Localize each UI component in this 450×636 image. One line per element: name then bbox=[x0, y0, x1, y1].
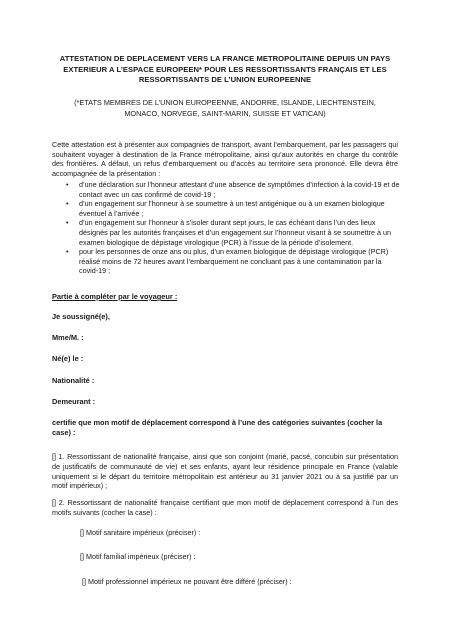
motif-familial-checkbox[interactable]: [] Motif familial impérieux (préciser) : bbox=[80, 552, 196, 561]
list-item-text: d’une déclaration sur l’honneur attestant d’une absence de symptômes d’infection à la covid-19 et de contact avec un cas confirmé de covid-19 ; bbox=[79, 180, 400, 199]
bullet-icon: • bbox=[66, 180, 69, 189]
list-item bbox=[66, 218, 402, 247]
option-2-checkbox-text[interactable]: [] 2. Ressortissant de nationalité française certifiant que mon motif de déplacement correspond à l’un des motifs suivants (cocher la case) : bbox=[52, 498, 398, 517]
list-item bbox=[66, 199, 402, 218]
bullet-icon: • bbox=[66, 199, 69, 209]
address-label: Demeurant : bbox=[52, 397, 96, 406]
motif-professionnel-checkbox[interactable]: [] Motif professionnel impérieux ne pouvant être différé (préciser) : bbox=[82, 577, 292, 586]
document-subtitle: (*ETATS MEMBRES DE L’UNION EUROPEENNE, ANDORRE, ISLANDE, LIECHTENSTEIN, MONACO, NORVEGE, SAINT-MARIN, SUISSE ET VATICAN) bbox=[74, 98, 376, 118]
motif-sanitaire-checkbox[interactable]: [] Motif sanitaire impérieux (préciser) : bbox=[80, 528, 201, 537]
document-title: ATTESTATION DE DEPLACEMENT VERS LA FRANCE METROPOLITAINE DEPUIS UN PAYS EXTERIEUR A L’ESPACE EUROPEEN* POUR LES RESSORTISSANTS FRANÇAIS ET LES RESSORTISSANTS DE L’UNION EUROPEENNE bbox=[59, 54, 391, 85]
soussigne-label: Je soussigné(e), bbox=[52, 312, 110, 321]
option-1-checkbox-text[interactable]: [] 1. Ressortissant de nationalité française, ainsi que son conjoint (marié, pacsé, concubin sur présentation de justificatifs de communauté de vie) et ses enfants, ayant leur résidence principale en France (valable uniquement si le départ du territoire métropolitain est antérieur au 31 janvier 2021 ou à sa justifié par un motif impérieux) ; bbox=[52, 452, 398, 491]
list-item-text: d’un engagement sur l’honneur à s’isoler durant sept jours, le cas échéant dans l’un des lieux désignés par les autorités françaises et d’un engagement sur l’honneur visant à se soumettre à un examen biologique de dépistage virologique (PCR) à l’issue de la période d’isolement. bbox=[79, 218, 392, 247]
bullet-icon: • bbox=[66, 247, 69, 257]
nationality-label: Nationalité : bbox=[52, 376, 95, 385]
civilite-label: Mme/M. : bbox=[52, 333, 84, 342]
birthdate-label: Né(e) le : bbox=[52, 354, 84, 363]
bullet-icon: • bbox=[66, 218, 69, 228]
list-item bbox=[66, 180, 402, 199]
list-item-text: d’un engagement sur l’honneur à se soumettre à un test antigénique ou à un examen biologique éventuel à l’arrivée ; bbox=[79, 199, 385, 218]
intro-paragraph: Cette attestation est à présenter aux compagnies de transport, avant l’embarquement, par les passagers qui souhaitent voyager à destination de la France métropolitaine, ainsi qu’aux autorités en charge du contrôle des frontières. A défaut, un refus d’embarquement ou d’accès au territoire sera prononcé. Elle devra être accompagnée de la présentation : bbox=[52, 140, 398, 178]
list-item bbox=[66, 247, 402, 276]
list-item-text: pour les personnes de onze ans ou plus, d’un examen biologique de dépistage virologique (PCR) réalisé moins de 72 heures avant l’embarquement ne concluant pas à une contamination par la covid-19 ; bbox=[79, 247, 389, 276]
certification-statement: certifie que mon motif de déplacement correspond à l’une des catégories suivantes (cocher la case) : bbox=[52, 418, 383, 438]
section-heading: Partie à compléter par le voyageur : bbox=[52, 292, 178, 301]
requirements-list bbox=[66, 180, 402, 276]
